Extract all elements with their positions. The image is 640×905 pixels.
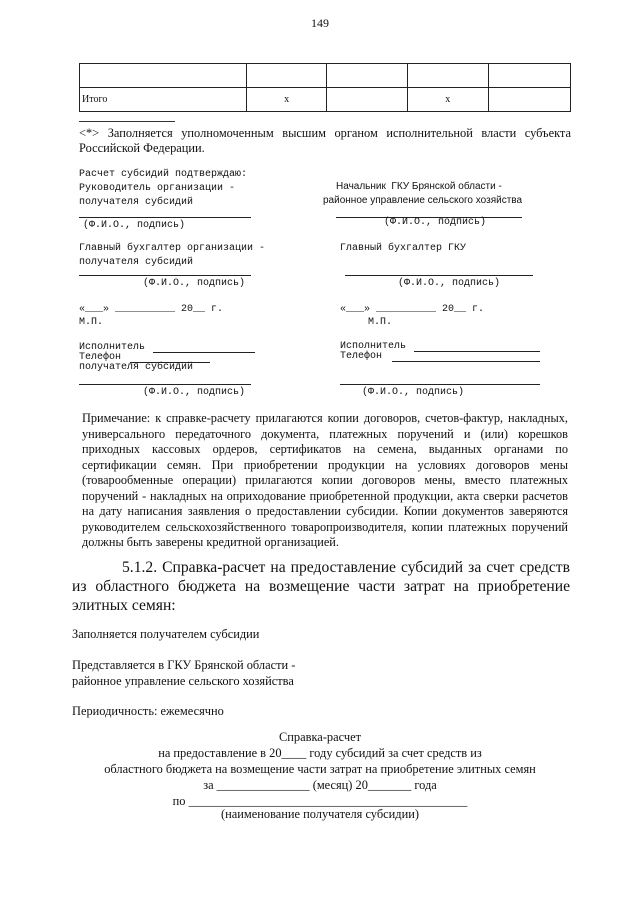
executor-label: Исполнитель <box>79 342 146 353</box>
fio-caption: (Ф.И.О., подпись) <box>83 220 186 231</box>
total-label: Итого <box>80 88 247 112</box>
stamp-place: М.П. <box>79 317 104 328</box>
form-line-1: на предоставление в 20____ году субсидий за счет средств из <box>158 746 482 760</box>
total-cell-x2: x <box>407 88 488 112</box>
signature-line <box>392 361 540 362</box>
gku-accountant-label: Главный бухгалтер ГКУ <box>340 243 467 254</box>
signature-line <box>414 351 540 352</box>
signature-line <box>153 352 255 353</box>
date-line: «___» __________ 20__ г. <box>79 304 224 315</box>
submitted-to-line-1: Представляется в ГКУ Брянской области - <box>72 658 296 672</box>
form-line-3: за _______________ (месяц) 20_______ года <box>203 778 437 792</box>
signature-line <box>340 384 540 385</box>
attachment-note: Примечание: к справке-расчету прилагаются копии договоров, счетов-фактур, накладных, универсального передаточного документа, платежных поручений и (или) корешков приходных кассовых ордеров, сертификатов на семена, выданных органами по сертификации семян. При приобретении продукции на условиях договоров мены (товарообменные операции) прилагаются копии договоров мены, вместо платежных поручений - накладных на оприходование приобретенной продукции, акта сверки расчетов на дату написания заявления о предоставлении субсидии. Копии документов заверяются руководителем сельскохозяйственного товаропроизводителя, копии платежных поручений должны быть заверены кредитной организацией. <box>82 411 568 549</box>
signature-line <box>79 275 251 276</box>
fio-caption: (Ф.И.О., подпись) <box>362 387 465 398</box>
periodicity: Периодичность: ежемесячно <box>72 704 224 718</box>
chief-line-1: Начальник ГКУ Брянской области - <box>336 181 502 192</box>
signature-line <box>79 384 251 385</box>
form-line-5: (наименование получателя субсидии) <box>221 807 419 821</box>
totals-table <box>79 63 571 112</box>
filled-by: Заполняется получателем субсидии <box>72 627 260 641</box>
accountant-line-1: Главный бухгалтер организации - <box>79 243 266 254</box>
footnote-separator <box>79 121 175 122</box>
form-line-2: областного бюджета на возмещение части затрат на приобретение элитных семян <box>104 762 536 776</box>
confirm-line-2: Руководитель организации - <box>79 183 236 194</box>
phone-label: Телефон <box>340 351 383 362</box>
signature-line <box>345 275 533 276</box>
confirm-line-1: Расчет субсидий подтверждаю: <box>79 169 248 180</box>
confirm-line-3: получателя субсидий <box>79 197 194 208</box>
table-row-total <box>80 88 571 112</box>
form-line-4: по _____________________________________________ <box>172 794 468 808</box>
stamp-place: М.П. <box>368 317 393 328</box>
fio-caption: (Ф.И.О., подпись) <box>398 278 501 289</box>
submitted-to-line-2: районное управление сельского хозяйства <box>72 674 294 688</box>
fio-caption: (Ф.И.О., подпись) <box>143 278 246 289</box>
fio-caption: (Ф.И.О., подпись) <box>384 217 487 228</box>
executor-label: Исполнитель <box>340 341 407 352</box>
form-title: Справка-расчет <box>279 730 361 744</box>
section-heading: 5.1.2. Справка-расчет на предоставление субсидий за счет средств из областного бюджета на возмещение части затрат на приобретение элитных семян: <box>72 559 570 614</box>
signature-line <box>79 217 251 218</box>
table-row <box>80 64 571 88</box>
fio-caption: (Ф.И.О., подпись) <box>143 387 246 398</box>
footnote: <*> Заполняется уполномоченным высшим органом исполнительной власти субъекта Российской Федерации. <box>79 126 571 155</box>
date-line: «___» __________ 20__ г. <box>340 304 485 315</box>
page-number: 149 <box>311 16 329 30</box>
recipient-label: получателя субсидий <box>79 362 194 373</box>
phone-label: Телефон <box>79 352 122 363</box>
accountant-line-2: получателя субсидий <box>79 257 194 268</box>
chief-line-2: районное управление сельского хозяйства <box>323 195 523 206</box>
total-cell-x1: x <box>246 88 327 112</box>
